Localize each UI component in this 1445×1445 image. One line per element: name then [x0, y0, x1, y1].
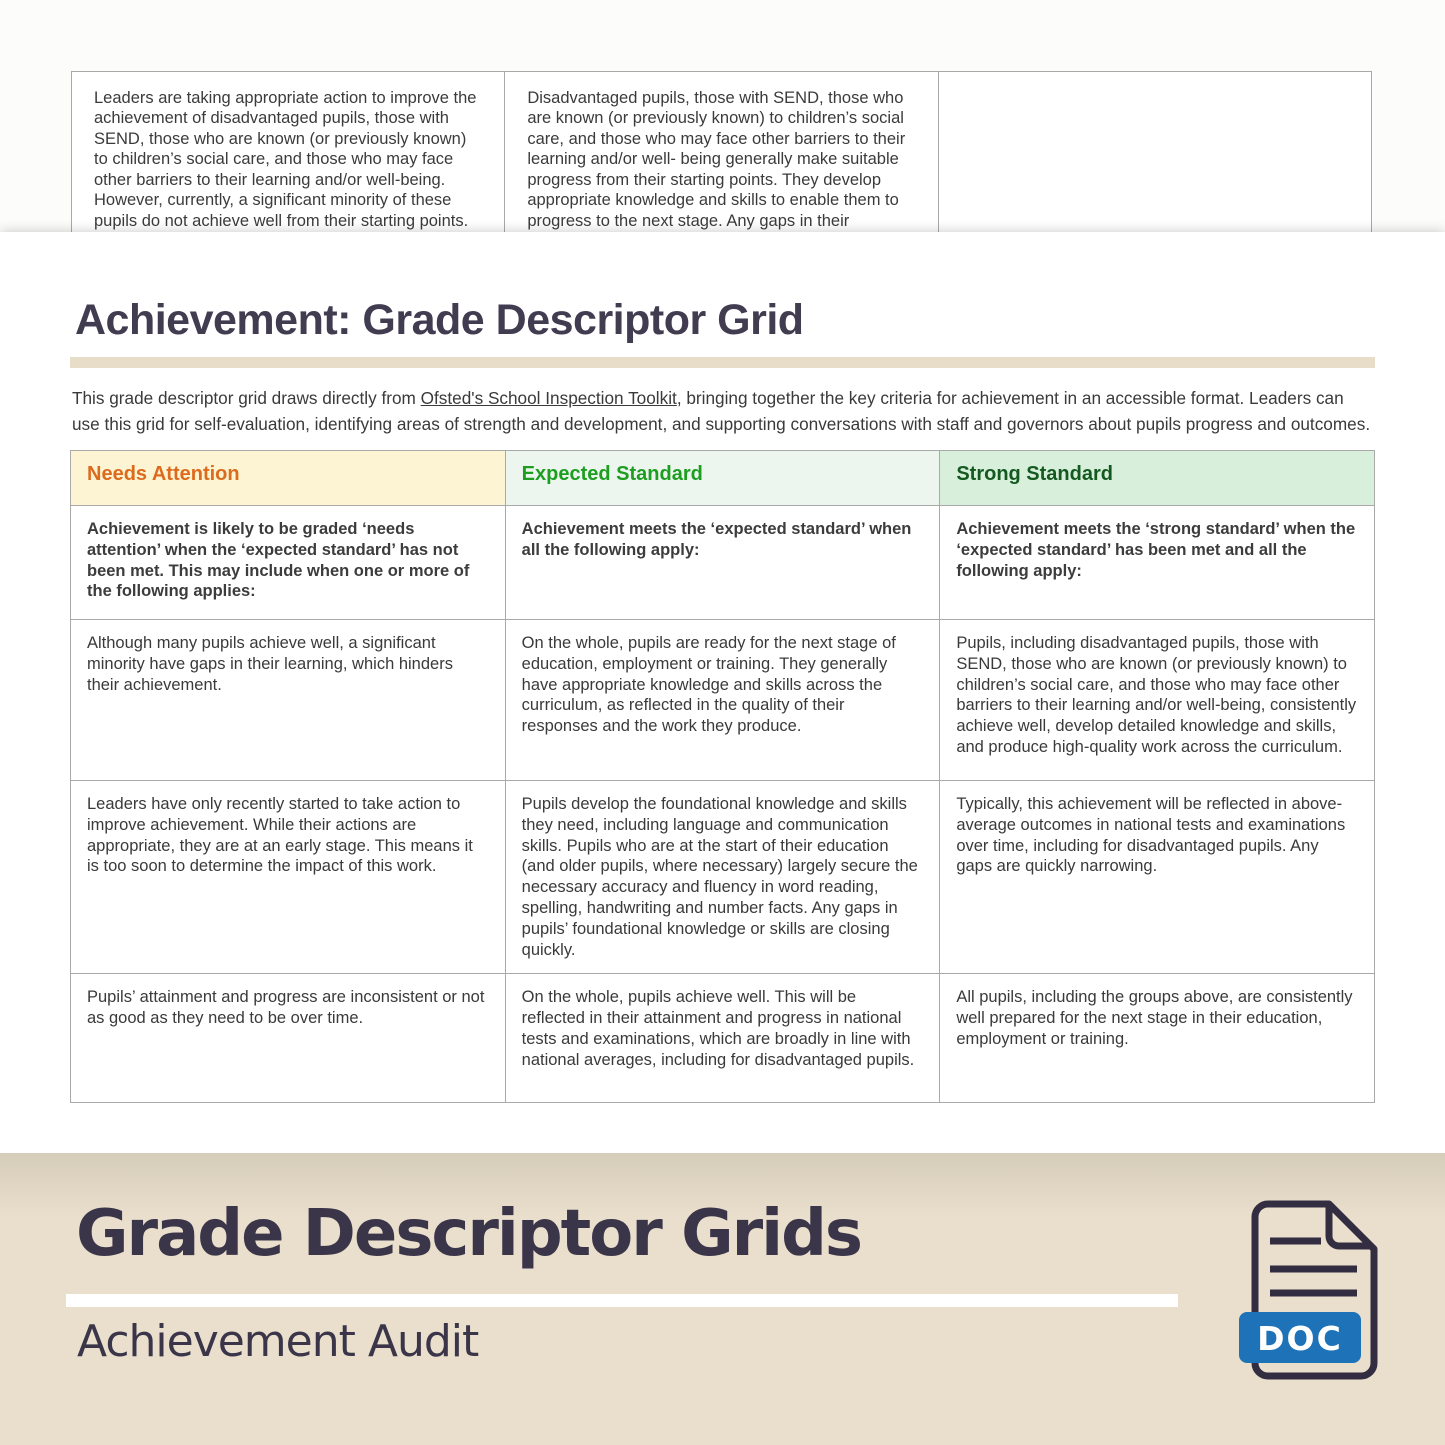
doc-badge-label: DOC: [1257, 1319, 1343, 1358]
grade-descriptor-grid: [70, 450, 1375, 1103]
footer-subtitle: Achievement Audit: [77, 1316, 479, 1367]
footer-title: Grade Descriptor Grids: [76, 1197, 861, 1271]
grid-header-label: Needs Attention: [87, 463, 240, 486]
grid-cell: Pupils, including disadvantaged pupils, those with SEND, those who are known (or previously known) to children’s social care, and those who may face other barriers to their learning and/or well-being, consistently achieve well, develop detailed knowledge and skills, and produce high-quality work across the curriculum.: [940, 620, 1375, 781]
grid-header-label: Strong Standard: [956, 463, 1113, 486]
table-row: [71, 781, 1375, 974]
grid-cell: Achievement meets the ‘strong standard’ when the ‘expected standard’ has been met and all the following apply:: [940, 506, 1375, 620]
previous-section-strip: [0, 0, 1445, 232]
doc-file-icon: [1237, 1200, 1389, 1380]
grid-header-cell: [71, 451, 506, 506]
grid-cell: On the whole, pupils are ready for the next stage of education, employment or training. They generally have appropriate knowledge and skills across the curriculum, as reflected in the quality of their responses and the work they produce.: [505, 620, 940, 781]
previous-table-cell: Disadvantaged pupils, those with SEND, those who are known (or previously known) to children’s social care, and those who may face other barriers to their learning and/or well- being generally make suitable progress from their starting points. They develop appropriate knowledge and skills to enable them to progress to the next stage. Any gaps in their: [504, 72, 937, 232]
previous-table-cell: Leaders are taking appropriate action to improve the achievement of disadvantaged pupils, those with SEND, those who are known (or previously known) to children’s social care, and those who may face other barriers to their learning and/or well-being. However, currently, a significant minority of these pupils do not achieve well from their starting points.: [94, 89, 477, 230]
toolkit-link[interactable]: Ofsted's School Inspection Toolkit: [420, 388, 677, 409]
grid-cell: Achievement is likely to be graded ‘needs attention’ when the ‘expected standard’ has not been met. This may include when one or more of the following applies:: [71, 506, 506, 620]
grid-cell: Pupils’ attainment and progress are inconsistent or not as good as they need to be over time.: [71, 974, 506, 1103]
table-row: [71, 506, 1375, 620]
grid-cell: Although many pupils achieve well, a significant minority have gaps in their learning, which hinders their achievement.: [71, 620, 506, 781]
grid-cell: All pupils, including the groups above, are consistently well prepared for the next stage in their education, employment or training.: [940, 974, 1375, 1103]
title-divider: [70, 357, 1375, 368]
footer-banner: [0, 1153, 1445, 1445]
grid-cell: On the whole, pupils achieve well. This will be reflected in their attainment and progress in national tests and examinations, which are broadly in line with national averages, including for disadvantaged pupils.: [505, 974, 940, 1103]
intro-text-after: , bringing together the key criteria for achievement in an accessible format. Leaders can use this grid for self-evaluation, identifying areas of strength and development, and supporting conversations with staff and governors about pupils progress and outcomes.: [72, 388, 1371, 435]
grid-header-cell: [940, 451, 1375, 506]
table-row: [71, 974, 1375, 1103]
main-card: [0, 232, 1445, 1153]
footer-divider: [66, 1294, 1178, 1307]
grid-cell: Pupils develop the foundational knowledge and skills they need, including language and communication skills. Pupils who are at the start of their education (and older pupils, where necessary) largely secure the necessary accuracy and fluency in word reading, spelling, handwriting and number facts. Any gaps in pupils’ foundational knowledge or skills are closing quickly.: [505, 781, 940, 974]
grid-header-label: Expected Standard: [521, 463, 703, 486]
previous-table-cell: [938, 72, 1371, 232]
table-row: [71, 620, 1375, 781]
intro-text-before: This grade descriptor grid draws directly from: [72, 388, 421, 409]
page-title: Achievement: Grade Descriptor Grid: [75, 296, 804, 344]
grid-header-row: [71, 451, 1375, 506]
grid-cell: Leaders have only recently started to take action to improve achievement. While their actions are appropriate, they are at an early stage. This means it is too soon to determine the impact of this work.: [71, 781, 506, 974]
grid-cell: Typically, this achievement will be reflected in above-average outcomes in national tests and examinations over time, including for disadvantaged pupils. Any gaps are quickly narrowing.: [940, 781, 1375, 974]
grid-cell: Achievement meets the ‘expected standard’ when all the following apply:: [505, 506, 940, 620]
grid-header-cell: [505, 451, 940, 506]
intro-paragraph: [72, 386, 1375, 438]
previous-descriptor-table: [71, 71, 1372, 232]
